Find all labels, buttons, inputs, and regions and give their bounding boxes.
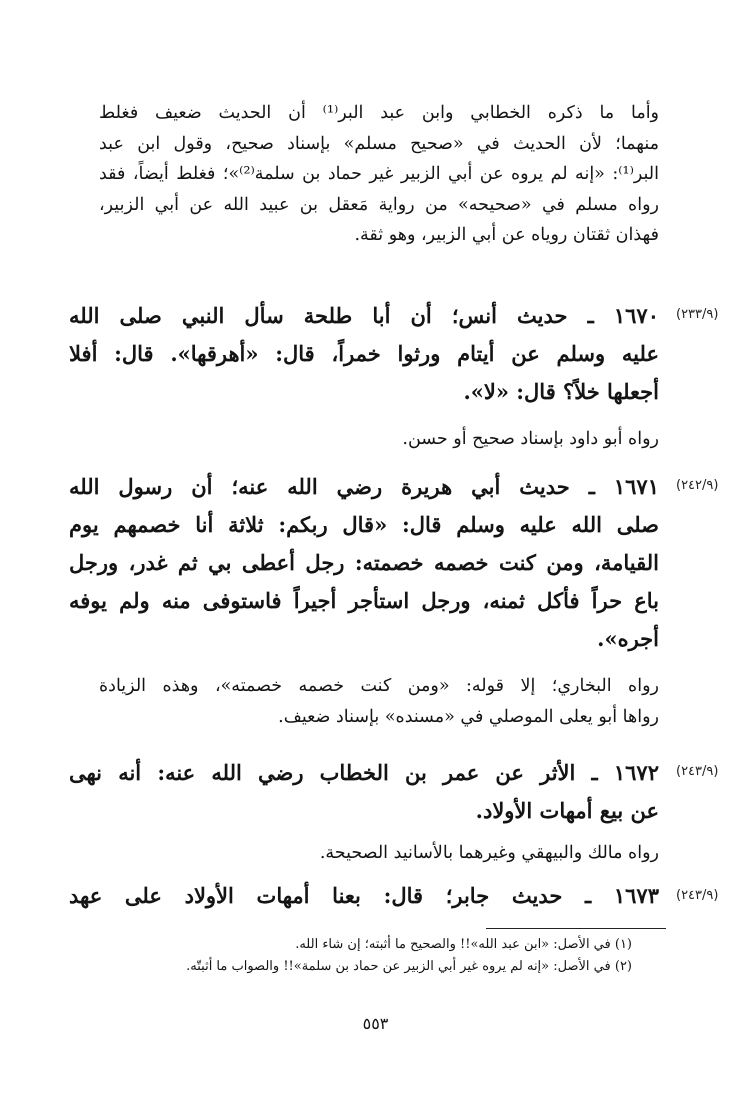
hadith-line: ١٦٧١ ـ حديث أبي هريرة رضي الله عنه؛ أن رسول الله (69, 474, 659, 499)
hadith-line: أجعلها خلاً؟ قال: «لا». (463, 379, 659, 404)
hadith-line: باع حراً فأكل ثمنه، ورجل استأجر أجيراً فاستوفى منه ولم يوفه (69, 588, 659, 613)
hadith-line: أجره». (597, 626, 659, 651)
commentary-1671 (99, 671, 659, 732)
text-line: رواه مالك والبيهقي وغيرهما بالأسانيد الصحيحة. (319, 843, 659, 863)
text-line: البر⁽¹⁾: «إنه لم يروه عن أبي الزبير غير حماد بن سلمة⁽²⁾»؛ فغلط أيضاً، فقد (99, 164, 659, 184)
hadith-line: ١٦٧٢ ـ الأثر عن عمر بن الخطاب رضي الله عنه: أنه نهى (69, 760, 659, 785)
hadith-line: عن بيع أمهات الأولاد. (475, 798, 659, 823)
text-line: منهما؛ لأن الحديث في «صحيح مسلم» بإسناد صحيح، وقول ابن عبد (99, 133, 659, 154)
hadith-1670 (69, 297, 659, 411)
text-line: رواه البخاري؛ إلا قوله: «ومن كنت خصمه خصمته»، وهذه الزيادة (99, 676, 659, 696)
volume-page-reference: (٢٤٣/٩) (676, 888, 719, 903)
footnote-separator (486, 928, 666, 929)
hadith-line: القيامة، ومن كنت خصمه خصمته: رجل أعطى بي ثم غدر، ورجل (69, 550, 659, 575)
text-line: وأما ما ذكره الخطابي وابن عبد البر⁽¹⁾ أن الحديث ضعيف فغلط (99, 103, 660, 123)
text-line: رواه مسلم في «صحيحه» من رواية مَعقل بن عبيد الله عن أبي الزبير، (99, 194, 659, 215)
footnotes (60, 934, 632, 978)
volume-page-reference: (٢٣٣/٩) (676, 307, 719, 322)
intro-paragraph (99, 98, 659, 251)
footnote-1: (١) في الأصل: «ابن عبد الله»!! والصحيح ما أثبته؛ إن شاء الله. (295, 937, 632, 952)
volume-page-reference: (٢٤٢/٩) (676, 478, 719, 493)
text-line: فهذان ثقتان روياه عن أبي الزبير، وهو ثقة. (354, 225, 659, 245)
text-line: رواها أبو يعلى الموصلي في «مسنده» بإسناد ضعيف. (278, 706, 659, 727)
page-number: ٥٥٣ (362, 1014, 389, 1033)
hadith-1672 (69, 754, 659, 830)
text-line: رواه أبو داود بإسناد صحيح أو حسن. (402, 429, 659, 449)
hadith-line: ١٦٧٠ ـ حديث أنس؛ أن أبا طلحة سأل النبي صلى الله (69, 303, 659, 328)
hadith-line: صلى الله عليه وسلم قال: «قال ربكم: ثلاثة أنا خصمهم يوم (69, 512, 659, 537)
hadith-line: عليه وسلم عن أيتام ورثوا خمراً، قال: «أهرقها». قال: أفلا (69, 341, 659, 366)
footnote-2: (٢) في الأصل: «إنه لم يروه غير أبي الزبير عن حماد بن سلمة»!! والصواب ما أثبتّه. (186, 959, 632, 974)
hadith-1671 (69, 468, 659, 658)
hadith-1673 (69, 877, 659, 915)
commentary-1672 (99, 838, 659, 869)
volume-page-reference: (٢٤٣/٩) (676, 764, 719, 779)
hadith-line: ١٦٧٣ ـ حديث جابر؛ قال: بعنا أمهات الأولاد على عهد (69, 883, 659, 908)
commentary-1670 (99, 424, 659, 455)
